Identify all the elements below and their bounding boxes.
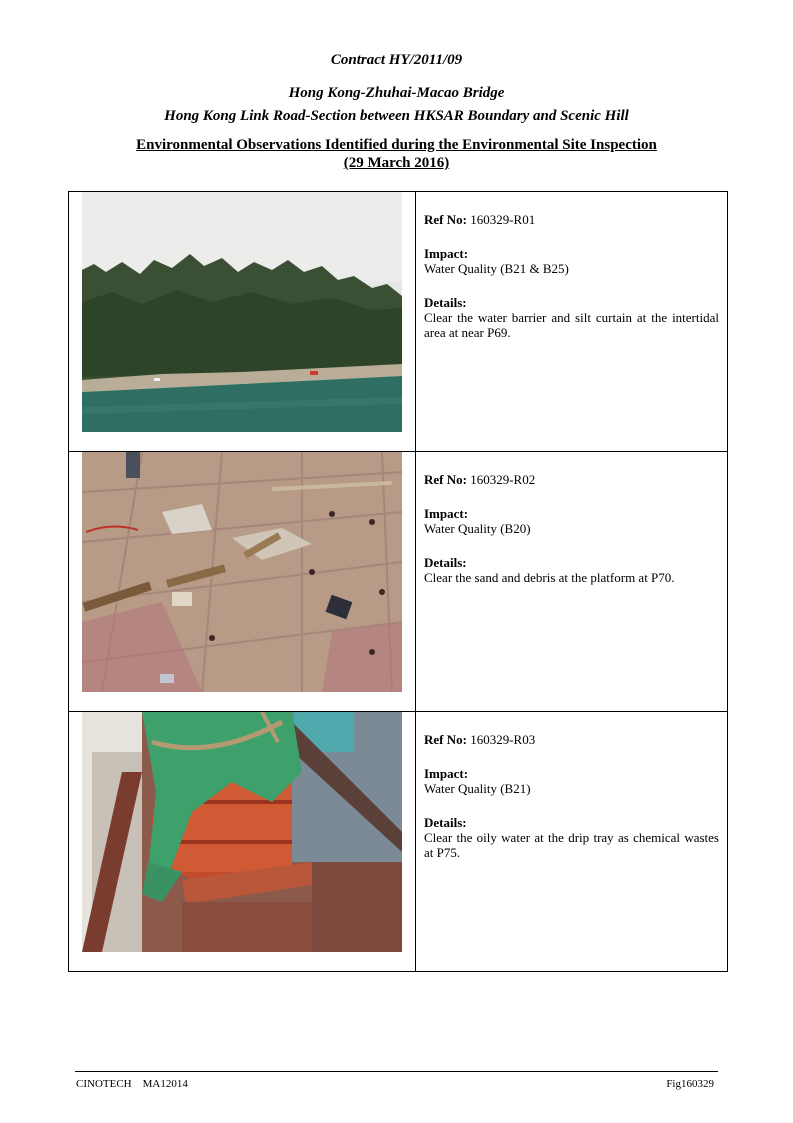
photo-cell <box>69 712 416 972</box>
details-value: Clear the water barrier and silt curtain at the intertidal area at near P69. <box>424 310 719 340</box>
inspection-date: (29 March 2016) <box>343 155 450 171</box>
photo-cell <box>69 452 416 712</box>
ref-value: 160329-R03 <box>470 732 536 747</box>
impact-block <box>424 766 719 796</box>
details-value: Clear the oily water at the drip tray as chemical wastes at P75. <box>424 830 719 860</box>
photo-intertidal-area <box>82 192 402 432</box>
impact-label: Impact: <box>424 766 469 781</box>
details-block <box>424 815 719 860</box>
observation-details <box>416 452 728 712</box>
contract-title: Contract HY/2011/09 <box>330 52 463 68</box>
details-value: Clear the sand and debris at the platform at P70. <box>424 570 675 585</box>
ref-line <box>424 212 719 227</box>
observation-row <box>69 452 728 712</box>
details-label: Details: <box>424 295 467 310</box>
photo-cell <box>69 192 416 452</box>
footer-divider <box>75 1071 718 1072</box>
impact-label: Impact: <box>424 246 469 261</box>
observation-row <box>69 192 728 452</box>
ref-label: Ref No: <box>424 212 467 227</box>
photo-platform-debris <box>82 452 402 692</box>
ref-value: 160329-R01 <box>470 212 536 227</box>
observations-table <box>68 191 728 972</box>
observation-details <box>416 192 728 452</box>
details-block <box>424 295 719 340</box>
section-title: Hong Kong Link Road-Section between HKSAR Boundary and Scenic Hill <box>164 108 629 124</box>
ref-line <box>424 732 719 747</box>
impact-value: Water Quality (B21 & B25) <box>424 261 569 276</box>
ref-label: Ref No: <box>424 732 467 747</box>
details-block <box>424 555 719 585</box>
ref-label: Ref No: <box>424 472 467 487</box>
impact-label: Impact: <box>424 506 469 521</box>
impact-block <box>424 246 719 276</box>
details-label: Details: <box>424 555 467 570</box>
footer-company: CINOTECH MA12014 <box>76 1078 188 1090</box>
observation-details <box>416 712 728 972</box>
photo-drip-tray <box>82 712 402 952</box>
footer-figure-number: Fig160329 <box>666 1078 714 1090</box>
ref-value: 160329-R02 <box>470 472 536 487</box>
project-title: Hong Kong-Zhuhai-Macao Bridge <box>288 85 505 101</box>
ref-line <box>424 472 719 487</box>
impact-value: Water Quality (B20) <box>424 521 531 536</box>
impact-block <box>424 506 719 536</box>
observations-heading: Environmental Observations Identified during the Environmental Site Inspection <box>136 137 657 153</box>
impact-value: Water Quality (B21) <box>424 781 531 796</box>
observation-row <box>69 712 728 972</box>
details-label: Details: <box>424 815 467 830</box>
